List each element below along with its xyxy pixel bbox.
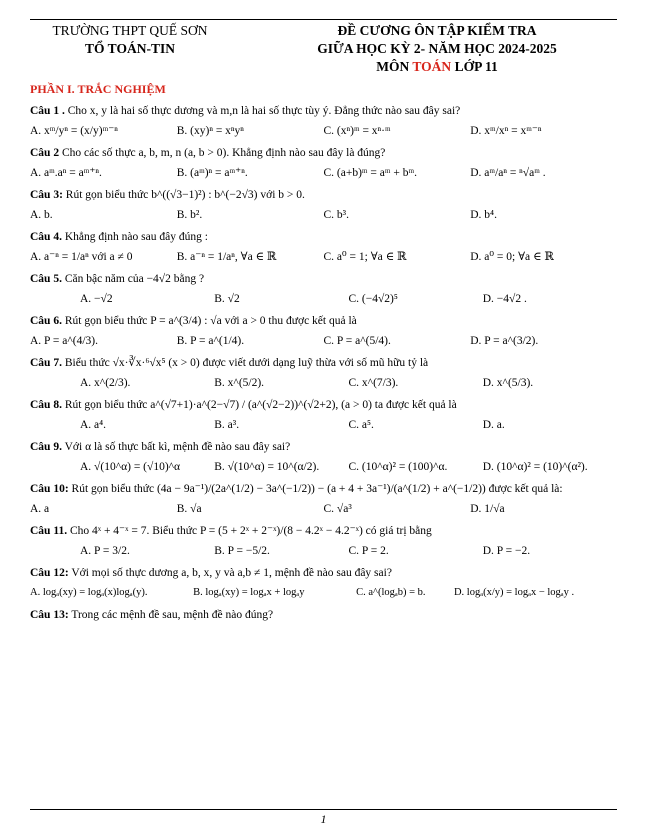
- question-text: Biểu thức √x·∛x·⁶√x⁵ (x > 0) được viết dưới dạng luỹ thừa với số mũ hữu tỷ là: [64, 357, 429, 369]
- question-text: Rút gọn biểu thức b^((√3−1)²) : b^(−2√3) với b > 0.: [65, 189, 305, 201]
- question-label: Câu 5.: [30, 273, 62, 285]
- question-label: Câu 11.: [30, 525, 68, 537]
- option-d[interactable]: D. a⁰ = 0; ∀a ∈ ℝ: [470, 251, 554, 263]
- question-9: [30, 439, 617, 475]
- option-a[interactable]: A. b.: [30, 209, 53, 221]
- option-c[interactable]: C. (xⁿ)ᵐ = xⁿ·ᵐ: [323, 125, 391, 137]
- option-a[interactable]: A. a⁴.: [80, 419, 107, 431]
- question-8: [30, 397, 617, 433]
- question-11: [30, 523, 617, 559]
- options: [30, 333, 617, 349]
- school-name: TRƯỜNG THPT QUẾ SƠN: [52, 23, 208, 38]
- option-d[interactable]: D. b⁴.: [470, 209, 497, 221]
- question-label: Câu 2: [30, 147, 60, 159]
- option-b[interactable]: B. √a: [176, 503, 202, 515]
- options: [30, 165, 617, 181]
- question-7: [30, 355, 617, 391]
- question-text: Trong các mệnh đề sau, mệnh đề nào đúng?: [71, 609, 274, 621]
- option-b[interactable]: B. (xy)ⁿ = xⁿyⁿ: [176, 125, 244, 137]
- options: [30, 123, 617, 139]
- page-footer: [30, 809, 617, 827]
- option-a[interactable]: A. x^(2/3).: [80, 377, 131, 389]
- option-b[interactable]: B. √2: [214, 293, 240, 305]
- question-label: Câu 3:: [30, 189, 63, 201]
- section-title: PHẦN I. TRẮC NGHIỆM: [30, 82, 166, 96]
- department-name: TỔ TOÁN-TIN: [85, 41, 175, 56]
- question-text: Rút gọn biểu thức P = a^(3/4) : √a với a > 0 thu được kết quả là: [64, 315, 357, 327]
- option-d[interactable]: D. P = −2.: [482, 545, 531, 557]
- question-text: Rút gọn biểu thức a^(√7+1)·a^(2−√7) / (a^(√2−2))^(√2+2), (a > 0) ta được kết quả là: [64, 399, 457, 411]
- option-c[interactable]: C. (10^α)² = (100)^α.: [348, 461, 448, 473]
- option-d[interactable]: D. P = a^(3/2).: [470, 335, 539, 347]
- question-label: Câu 8.: [30, 399, 62, 411]
- title-line-3-subject: TOÁN: [412, 59, 452, 74]
- option-d[interactable]: D. a.: [482, 419, 505, 431]
- title-line-3-suffix: LỚP 11: [454, 59, 498, 74]
- question-text: Khẳng định nào sau đây đúng :: [64, 231, 208, 243]
- option-d[interactable]: D. xᵐ/xⁿ = xᵐ⁻ⁿ: [470, 125, 542, 137]
- header-right: [257, 22, 617, 76]
- option-c[interactable]: C. √a³: [323, 503, 352, 515]
- title-line-2: GIỮA HỌC KỲ 2- NĂM HỌC 2024-2025: [317, 41, 557, 56]
- question-3: [30, 187, 617, 223]
- option-c[interactable]: C. x^(7/3).: [348, 377, 399, 389]
- question-10: [30, 481, 617, 517]
- option-c[interactable]: C. P = 2.: [348, 545, 389, 557]
- option-a[interactable]: A. −√2: [80, 293, 113, 305]
- question-5: [30, 271, 617, 307]
- header: [30, 22, 617, 76]
- question-text: Cho x, y là hai số thực dương và m,n là hai số thực tùy ý. Đẳng thức nào sau đây sai?: [67, 105, 461, 117]
- options: [30, 291, 617, 307]
- question-text: Với mọi số thực dương a, b, x, y và a,b ≠ 1, mệnh đề nào sau đây sai?: [71, 567, 392, 579]
- option-a[interactable]: A. P = a^(4/3).: [30, 335, 98, 347]
- option-a[interactable]: A. logₐ(xy) = logₐ(x)logₐ(y).: [30, 587, 148, 598]
- question-1: [30, 103, 617, 139]
- title-line-3: [257, 58, 617, 76]
- options: [30, 501, 617, 517]
- question-4: [30, 229, 617, 265]
- option-d[interactable]: D. (10^α)² = (10)^(α²).: [482, 461, 588, 473]
- option-a[interactable]: A. xᵐ/yⁿ = (x/y)ᵐ⁻ⁿ: [30, 125, 118, 137]
- options: [30, 249, 617, 265]
- option-a[interactable]: A. P = 3/2.: [80, 545, 130, 557]
- option-c[interactable]: C. P = a^(5/4).: [323, 335, 391, 347]
- question-label: Câu 6.: [30, 315, 62, 327]
- option-a[interactable]: A. √(10^α) = (√10)^α: [80, 461, 181, 473]
- option-c[interactable]: C. a⁰ = 1; ∀a ∈ ℝ: [323, 251, 407, 263]
- options: [30, 375, 617, 391]
- question-label: Câu 4.: [30, 231, 62, 243]
- option-d[interactable]: D. −4√2 .: [482, 293, 527, 305]
- option-b[interactable]: B. √(10^α) = 10^(α/2).: [214, 461, 320, 473]
- title-line-1: ĐỀ CƯƠNG ÔN TẬP KIỂM TRA: [337, 23, 537, 38]
- options: [30, 585, 617, 601]
- question-label: Câu 7.: [30, 357, 62, 369]
- title-line-3-prefix: MÔN: [376, 59, 410, 74]
- question-6: [30, 313, 617, 349]
- option-b[interactable]: B. (aᵐ)ⁿ = aᵐ⁺ⁿ.: [176, 167, 248, 179]
- options: [30, 417, 617, 433]
- page-number: 1: [320, 812, 327, 826]
- option-d[interactable]: D. 1/√a: [470, 503, 505, 515]
- options: [30, 543, 617, 559]
- option-b[interactable]: B. b².: [176, 209, 203, 221]
- question-2: [30, 145, 617, 181]
- option-b[interactable]: B. x^(5/2).: [214, 377, 265, 389]
- option-b[interactable]: B. logₐ(xy) = logₐx + logₐy: [193, 587, 305, 598]
- option-a[interactable]: A. a⁻ⁿ = 1/aⁿ với a ≠ 0: [30, 251, 133, 263]
- option-c[interactable]: C. (a+b)ᵐ = aᵐ + bᵐ.: [323, 167, 417, 179]
- question-label: Câu 12:: [30, 567, 69, 579]
- question-label: Câu 10:: [30, 483, 69, 495]
- options: [30, 459, 617, 475]
- option-b[interactable]: B. a³.: [214, 419, 240, 431]
- question-text: Cho các số thực a, b, m, n (a, b > 0). Khẳng định nào sau đây là đúng?: [61, 147, 386, 159]
- question-text: Căn bậc năm của −4√2 bằng ?: [64, 273, 205, 285]
- question-text: Rút gọn biểu thức (4a − 9a⁻¹)/(2a^(1/2) − 3a^(−1/2)) − (a + 4 + 3a⁻¹)/(a^(1/2) + a^(−1/2)) được kết quả là:: [71, 483, 563, 495]
- option-a[interactable]: A. aᵐ.aⁿ = aᵐ⁺ⁿ.: [30, 167, 102, 179]
- options: [30, 207, 617, 223]
- option-c[interactable]: C. (−4√2)⁵: [348, 293, 398, 305]
- option-b[interactable]: B. P = a^(1/4).: [176, 335, 245, 347]
- option-b[interactable]: B. a⁻ⁿ = 1/aⁿ, ∀a ∈ ℝ: [176, 251, 277, 263]
- question-label: Câu 9.: [30, 441, 62, 453]
- option-d[interactable]: D. x^(5/3).: [482, 377, 534, 389]
- top-rule: [30, 19, 617, 20]
- question-text: Với α là số thực bất kì, mệnh đề nào sau đây sai?: [64, 441, 291, 453]
- option-d[interactable]: D. aᵐ/aⁿ = ⁿ√aᵐ .: [470, 167, 546, 179]
- question-label: Câu 1 .: [30, 105, 65, 117]
- option-c[interactable]: C. a^(logₐb) = b.: [356, 587, 426, 598]
- question-13: [30, 607, 617, 623]
- option-d[interactable]: D. logₐ(x/y) = logₐx − logₐy .: [453, 587, 575, 598]
- question-text: Cho 4ˣ + 4⁻ˣ = 7. Biểu thức P = (5 + 2ˣ + 2⁻ˣ)/(8 − 4.2ˣ − 4.2⁻ˣ) có giá trị bằng: [69, 525, 432, 537]
- option-b[interactable]: B. P = −5/2.: [214, 545, 270, 557]
- question-label: Câu 13:: [30, 609, 69, 621]
- header-left: [30, 22, 230, 76]
- option-c[interactable]: C. b³.: [323, 209, 349, 221]
- option-c[interactable]: C. a⁵.: [348, 419, 374, 431]
- question-12: [30, 565, 617, 601]
- option-a[interactable]: A. a: [30, 503, 50, 515]
